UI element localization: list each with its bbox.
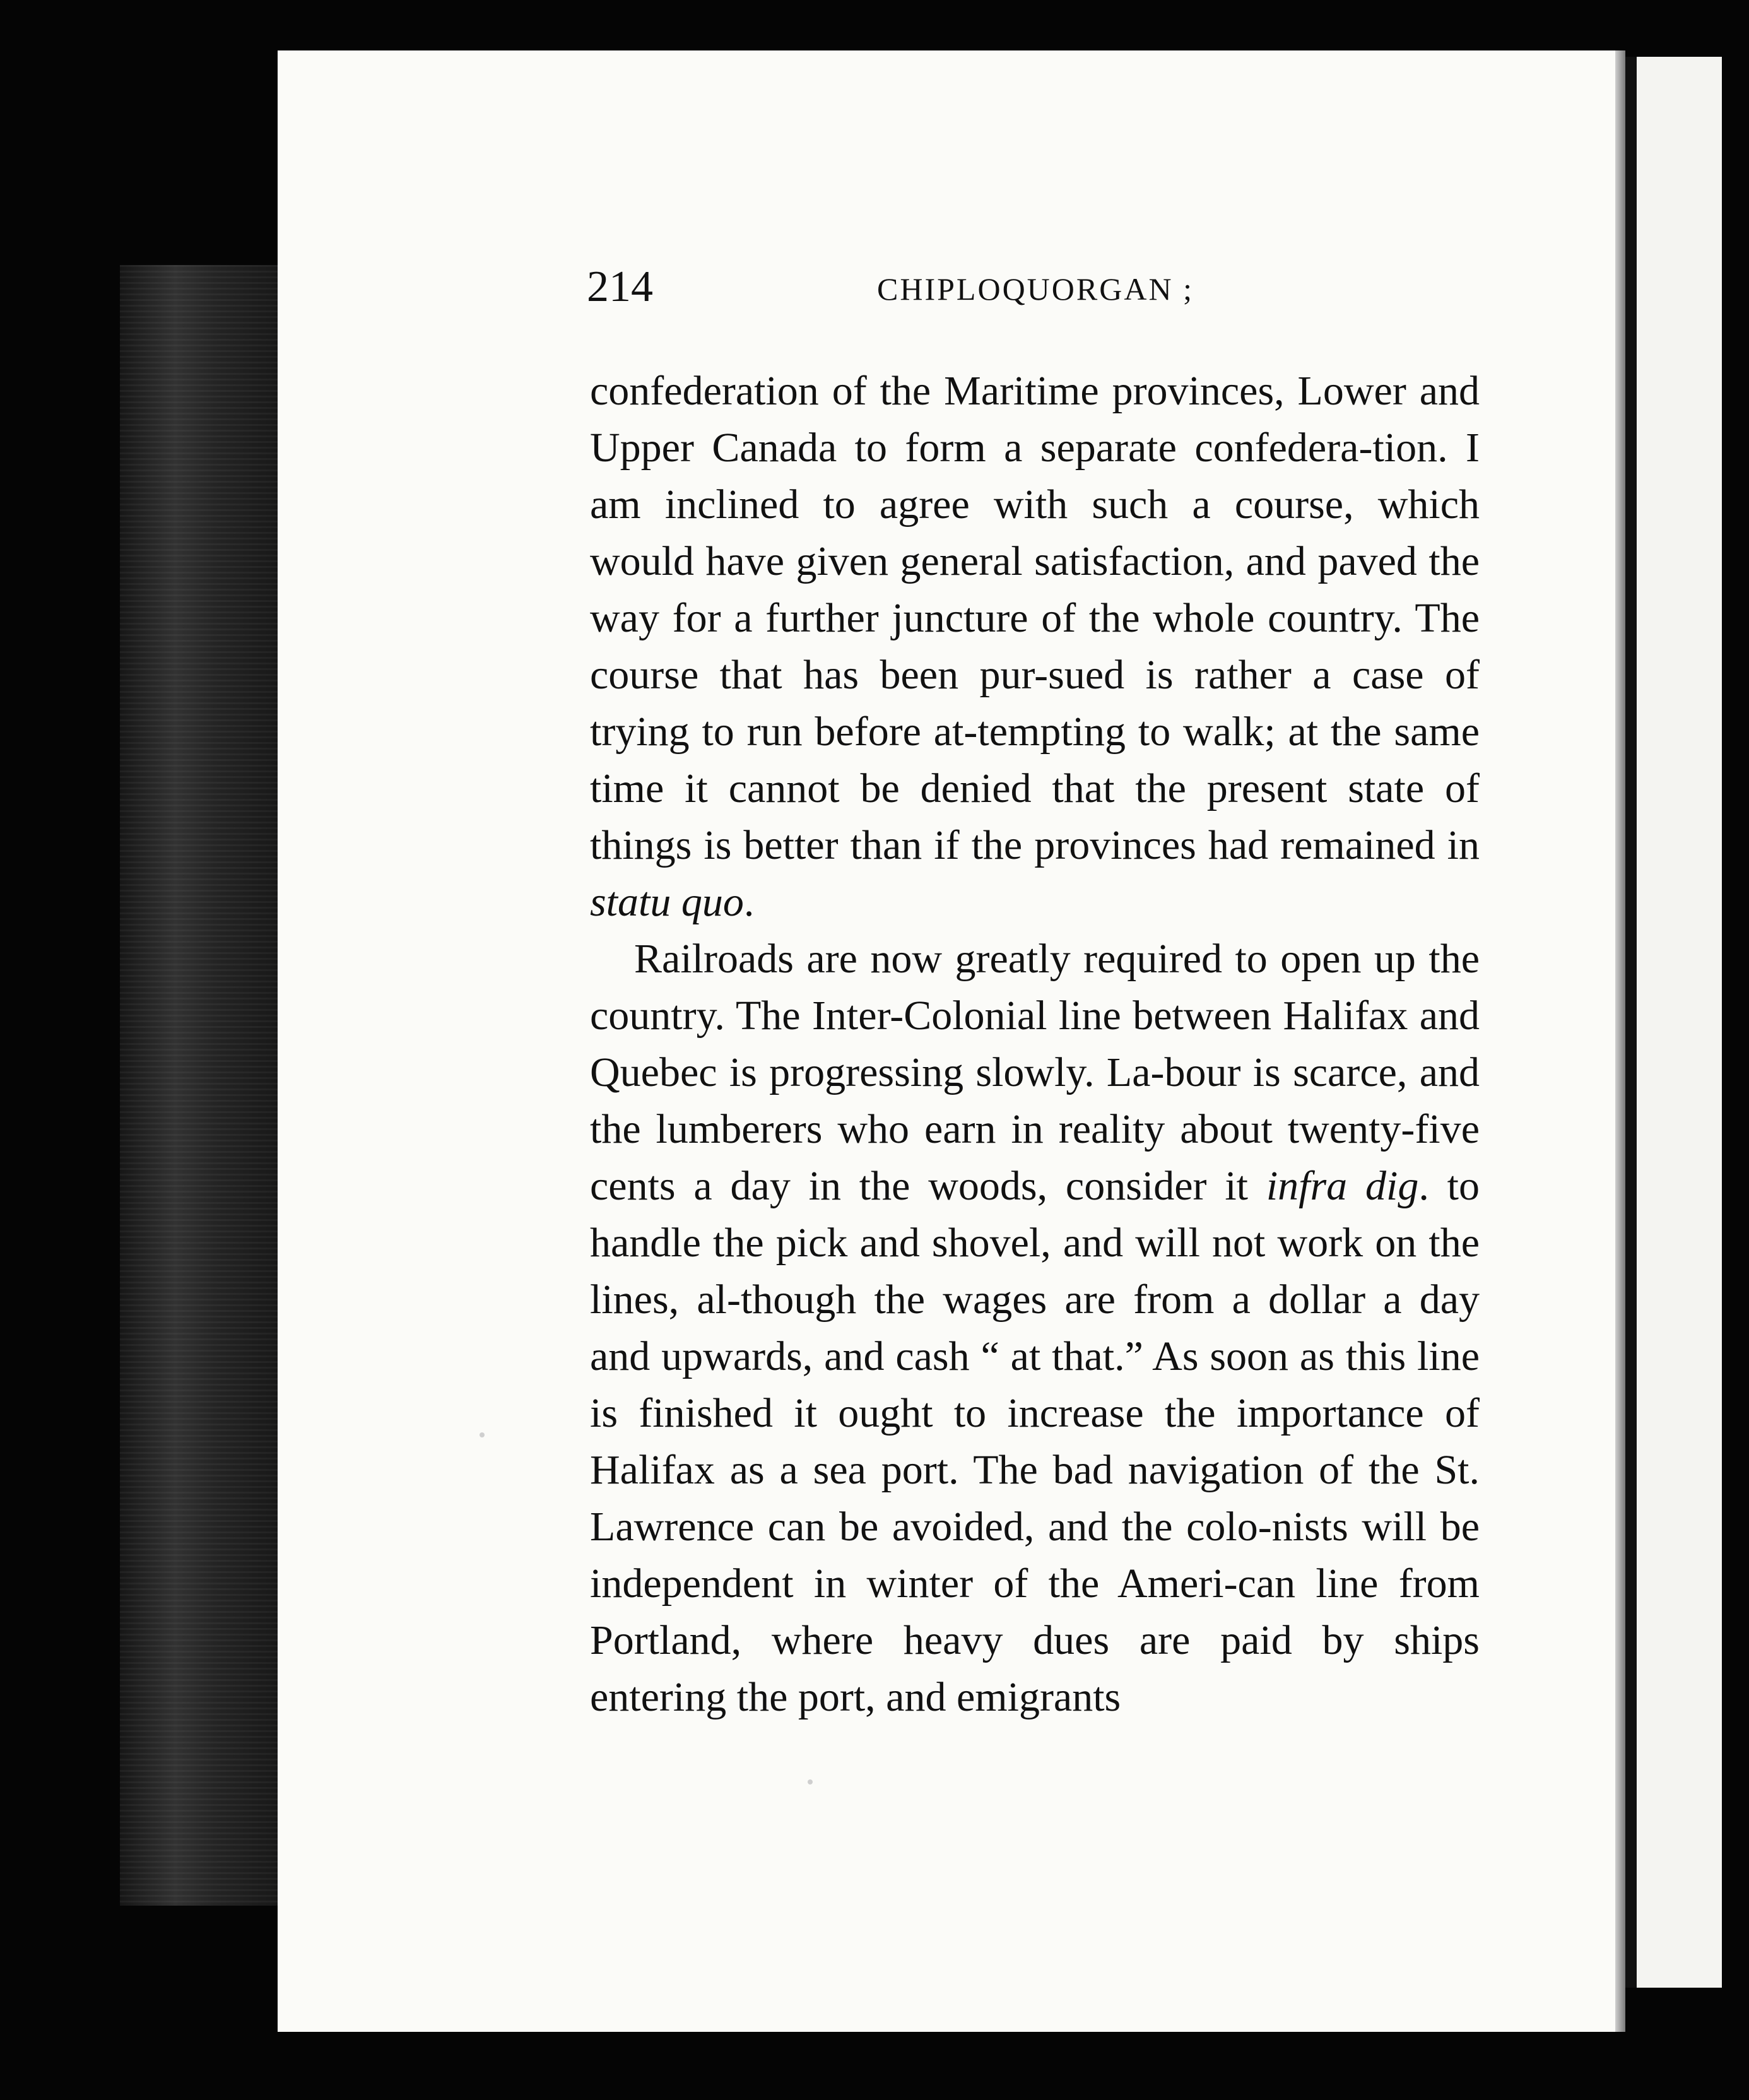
paragraph-text: confederation of the Maritime provinces, Lower and Upper Canada to form a separate confedera-tion. I am inclined to agree with such a course, which would have given general satisfaction, and paved the way for a further juncture of the whole country. The course that has been pur-sued is rather a case of trying to run before at-tempting to walk; at the same time it cannot be denied that the present state of things is better than if the provinces had remained in bbox=[590, 368, 1480, 868]
paragraph bbox=[590, 363, 1480, 931]
book-binding bbox=[120, 265, 278, 1906]
page-header bbox=[587, 262, 1483, 312]
body-text bbox=[590, 363, 1480, 1726]
page-number: 214 bbox=[587, 262, 653, 311]
italic-phrase: statu quo bbox=[590, 879, 744, 925]
paragraph bbox=[590, 931, 1480, 1726]
scan-speck bbox=[808, 1779, 813, 1784]
paragraph-text: . to handle the pick and shovel, and will not work on the lines, al-though the wages are from a dollar a day and upwards, and cash “ at that.” As soon as this line is finished it ought to increase the importance of Halifax as a sea port. The bad navigation of the St. Lawrence can be avoided, and the colo-nists will be independent in winter of the Ameri-can line from Portland, where heavy dues are paid by ships entering the port, and emigrants bbox=[590, 1163, 1480, 1720]
running-head: CHIPLOQUORGAN ; bbox=[877, 271, 1194, 307]
adjacent-page-edge bbox=[1625, 57, 1722, 1988]
italic-phrase: infra dig bbox=[1266, 1163, 1419, 1209]
scan-speck bbox=[480, 1432, 485, 1437]
paragraph-text: . bbox=[743, 879, 755, 925]
page-edge-shadow bbox=[1615, 50, 1625, 2032]
paragraph-text: Railroads are now greatly required to open up the country. The Inter-Colonial line between Halifax and Quebec is progressing slowly. La-bour is scarce, and the lumberers who earn in reality about twenty-five cents a day in the woods, consider it bbox=[590, 936, 1480, 1209]
